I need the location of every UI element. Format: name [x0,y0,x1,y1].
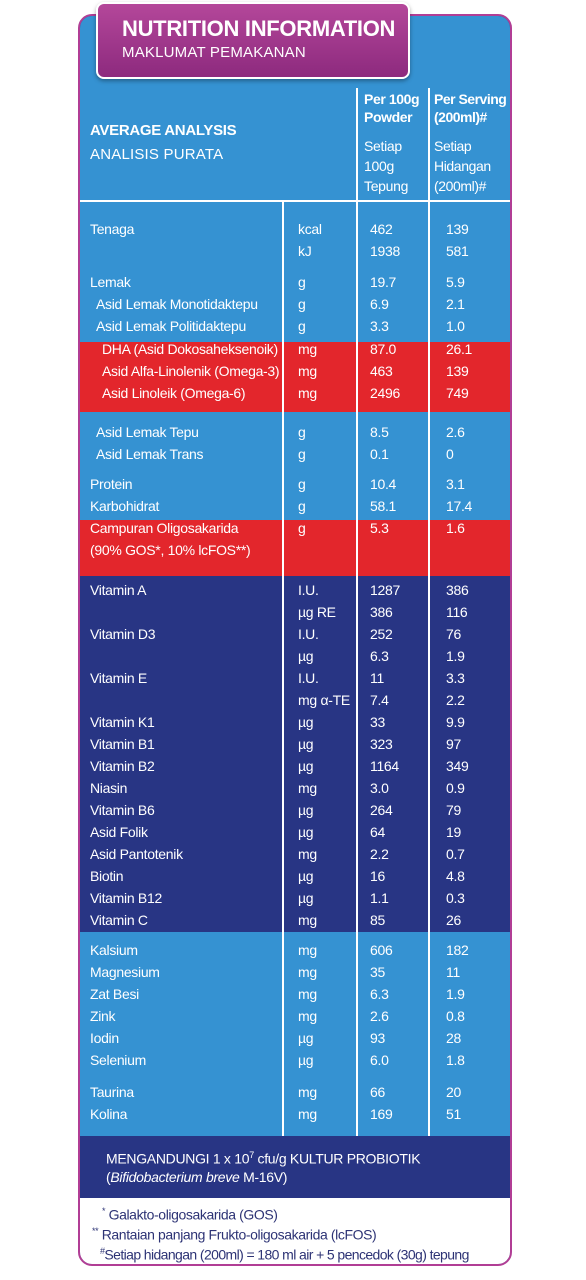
footnote-gos [102,1206,278,1223]
title-badge [96,2,410,79]
nutrient-name: Vitamin B2 [90,758,155,774]
value-per-100g: 58.1 [370,498,397,514]
paren-open: ( [106,1169,111,1185]
value-per-serving: 17.4 [446,498,473,514]
value-per-serving: 20 [446,1084,461,1100]
value-per-100g: 462 [370,221,393,237]
nutrient-name: Magnesium [90,964,160,980]
page-title: NUTRITION INFORMATION [122,16,396,41]
value-per-100g: 8.5 [370,424,389,440]
nutrient-unit: mg [298,385,317,401]
value-per-serving: 26 [446,912,461,928]
value-per-serving: 139 [446,221,469,237]
nutrient-name: Asid Lemak Politidaktepu [96,318,246,334]
value-per-serving: 11 [446,964,460,980]
value-per-100g: 93 [370,1030,385,1046]
nutrient-unit: kJ [298,243,312,259]
nutrient-unit: µg [298,868,314,884]
probiotic-line-2 [106,1166,287,1188]
column-divider-unit [282,202,284,1136]
value-per-serving: 1.8 [446,1052,465,1068]
footnote-serving [100,1246,469,1263]
value-per-serving: 19 [446,824,461,840]
nutrient-unit: I.U. [298,582,319,598]
value-per-serving: 1.9 [446,986,465,1002]
value-per-100g: 1164 [370,758,399,774]
nutrient-name: Asid Folik [90,824,148,840]
value-per-serving: 26.1 [446,341,473,357]
probiotic-strain-rest: M-16V) [239,1169,288,1185]
probiotic-strain-italic: Bifidobacterium breve [110,1169,240,1185]
value-per-serving: 1.9 [446,648,465,664]
value-per-serving: 28 [446,1030,461,1046]
value-per-serving: 3.1 [446,476,465,492]
value-per-100g: 0.1 [370,446,389,462]
value-per-serving: 0.7 [446,846,465,862]
per-100g-header: Per 100g Powder [364,91,420,125]
page-subtitle: MAKLUMAT PEMAKANAN [122,44,306,61]
nutrient-unit: g [298,476,306,492]
value-per-100g: 16 [370,868,385,884]
nutrient-name: Vitamin D3 [90,626,156,642]
nutrient-name: (90% GOS*, 10% lcFOS**) [90,542,251,558]
nutrient-name: Asid Lemak Tepu [96,424,199,440]
nutrient-name: Asid Pantotenik [90,846,183,862]
value-per-100g: 264 [370,802,393,818]
value-per-100g: 2.2 [370,846,389,862]
value-per-100g: 66 [370,1084,385,1100]
nutrient-name: Zink [90,1008,116,1024]
value-per-100g: 2.6 [370,1008,389,1024]
value-per-100g: 6.0 [370,1052,389,1068]
value-per-serving: 5.9 [446,274,465,290]
nutrient-unit: µg [298,802,314,818]
nutrient-unit: µg [298,1030,314,1046]
nutrient-name: Asid Alfa-Linolenik (Omega-3) [102,363,280,379]
nutrient-unit: mg α-TE [298,692,350,708]
footnote-text-2: Rantaian panjang Frukto-oligosakarida (lcFOS) [98,1226,377,1243]
nutrition-panel [78,14,512,1266]
nutrient-unit: mg [298,780,317,796]
value-per-100g: 6.3 [370,986,389,1002]
nutrient-name: DHA (Asid Dokosaheksenoik) [102,341,278,357]
value-per-serving: 1.0 [446,318,465,334]
value-per-serving: 581 [446,243,469,259]
value-per-100g: 11 [370,670,384,686]
value-per-100g: 87.0 [370,341,397,357]
nutrient-name: Iodin [90,1030,119,1046]
setiap-hidangan-header: Setiap Hidangan (200ml)# [434,138,491,194]
value-per-serving: 79 [446,802,461,818]
value-per-serving: 349 [446,758,469,774]
nutrient-name: Kolina [90,1106,128,1122]
probiotic-exponent: 7 [249,1150,254,1160]
value-per-100g: 3.3 [370,318,389,334]
value-per-serving: 386 [446,582,469,598]
value-per-serving: 0 [446,446,454,462]
nutrient-unit: I.U. [298,626,319,642]
value-per-100g: 64 [370,824,385,840]
value-per-100g: 323 [370,736,393,752]
nutrient-unit: g [298,424,306,440]
nutrient-unit: mg [298,1084,317,1100]
value-per-100g: 85 [370,912,385,928]
nutrient-name: Asid Linoleik (Omega-6) [102,385,246,401]
nutrient-name: Vitamin B12 [90,890,162,906]
footnote-text-3: Setiap hidangan (200ml) = 180 ml air + 5 pencedok (30g) tepung [104,1246,469,1263]
nutrient-name: Asid Lemak Monotidaktepu [96,296,258,312]
nutrient-unit: g [298,318,306,334]
value-per-100g: 1938 [370,243,400,259]
nutrient-unit: µg [298,824,314,840]
nutrient-unit: g [298,498,306,514]
value-per-100g: 33 [370,714,385,730]
nutrient-unit: mg [298,1106,317,1122]
nutrient-unit: g [298,520,306,536]
nutrient-name: Selenium [90,1052,146,1068]
value-per-serving: 2.1 [446,296,465,312]
nutrient-name: Vitamin A [90,582,147,598]
analisis-purata-label: ANALISIS PURATA [90,146,224,163]
footnote-lcfos [92,1226,376,1243]
nutrient-name: Taurina [90,1084,134,1100]
column-divider-per100 [356,88,358,1136]
value-per-serving: 2.2 [446,692,465,708]
nutrient-unit: mg [298,986,317,1002]
nutrient-unit: g [298,296,306,312]
value-per-serving: 0.9 [446,780,465,796]
nutrient-unit: mg [298,1008,317,1024]
value-per-100g: 463 [370,363,393,379]
value-per-serving: 0.3 [446,890,465,906]
nutrient-unit: mg [298,363,317,379]
value-per-100g: 252 [370,626,393,642]
footnote-mark-1: * [102,1206,106,1216]
value-per-100g: 386 [370,604,393,620]
value-per-serving: 0.8 [446,1008,465,1024]
value-per-serving: 749 [446,385,469,401]
nutrient-unit: µg [298,890,314,906]
nutrient-name: Tenaga [90,221,135,237]
value-per-100g: 6.3 [370,648,389,664]
footnote-mark-2: ** [92,1226,99,1236]
nutrient-unit: µg [298,736,314,752]
value-per-100g: 6.9 [370,296,389,312]
value-per-100g: 19.7 [370,274,397,290]
value-per-100g: 2496 [370,385,400,401]
value-per-100g: 606 [370,942,393,958]
probiotic-text-suffix: cfu/g KULTUR PROBIOTIK [253,1150,421,1167]
value-per-serving: 3.3 [446,670,465,686]
nutrient-name: Zat Besi [90,986,139,1002]
value-per-100g: 1.1 [370,890,389,906]
nutrient-unit: kcal [298,221,322,237]
nutrient-name: Kalsium [90,942,138,958]
value-per-100g: 3.0 [370,780,389,796]
nutrient-unit: mg [298,846,317,862]
value-per-100g: 7.4 [370,692,389,708]
average-analysis-label: AVERAGE ANALYSIS [90,122,237,139]
value-per-serving: 4.8 [446,868,465,884]
nutrient-name: Campuran Oligosakarida [90,520,239,536]
value-per-100g: 35 [370,964,385,980]
value-per-100g: 1287 [370,582,400,598]
value-per-serving: 97 [446,736,461,752]
nutrient-name: Asid Lemak Trans [96,446,204,462]
setiap-100g-header: Setiap 100g Tepung [364,138,409,194]
nutrient-name: Protein [90,476,133,492]
nutrient-unit: mg [298,942,317,958]
nutrient-unit: µg [298,648,314,664]
value-per-serving: 9.9 [446,714,465,730]
value-per-serving: 76 [446,626,461,642]
nutrient-unit: µg [298,714,314,730]
value-per-serving: 139 [446,363,469,379]
probiotic-text: MENGANDUNGI 1 x 10 [106,1150,250,1167]
value-per-100g: 5.3 [370,520,389,536]
value-per-serving: 2.6 [446,424,465,440]
nutrient-name: Karbohidrat [90,498,160,514]
per-serving-header: Per Serving (200ml)# [434,91,507,125]
nutrient-name: Vitamin C [90,912,148,928]
column-divider-serving [428,88,430,1136]
footnote-mark-3: # [100,1246,105,1256]
nutrient-name: Vitamin B6 [90,802,155,818]
value-per-serving: 1.6 [446,520,465,536]
nutrient-unit: I.U. [298,670,319,686]
nutrient-name: Biotin [90,868,124,884]
nutrient-unit: mg [298,912,317,928]
nutrient-name: Niasin [90,780,128,796]
value-per-100g: 169 [370,1106,393,1122]
nutrient-unit: µg RE [298,604,336,620]
nutrient-name: Vitamin E [90,670,147,686]
nutrient-unit: µg [298,1052,314,1068]
nutrient-name: Lemak [90,274,131,290]
nutrient-unit: g [298,274,306,290]
value-per-serving: 51 [446,1106,461,1122]
nutrient-unit: µg [298,758,314,774]
nutrient-unit: mg [298,341,317,357]
nutrient-unit: mg [298,964,317,980]
nutrient-unit: g [298,446,306,462]
value-per-serving: 116 [446,604,468,620]
footnote-text-1: Galakto-oligosakarida (GOS) [105,1206,278,1223]
nutrient-name: Vitamin B1 [90,736,155,752]
nutrient-name: Vitamin K1 [90,714,155,730]
value-per-serving: 182 [446,942,469,958]
value-per-100g: 10.4 [370,476,397,492]
